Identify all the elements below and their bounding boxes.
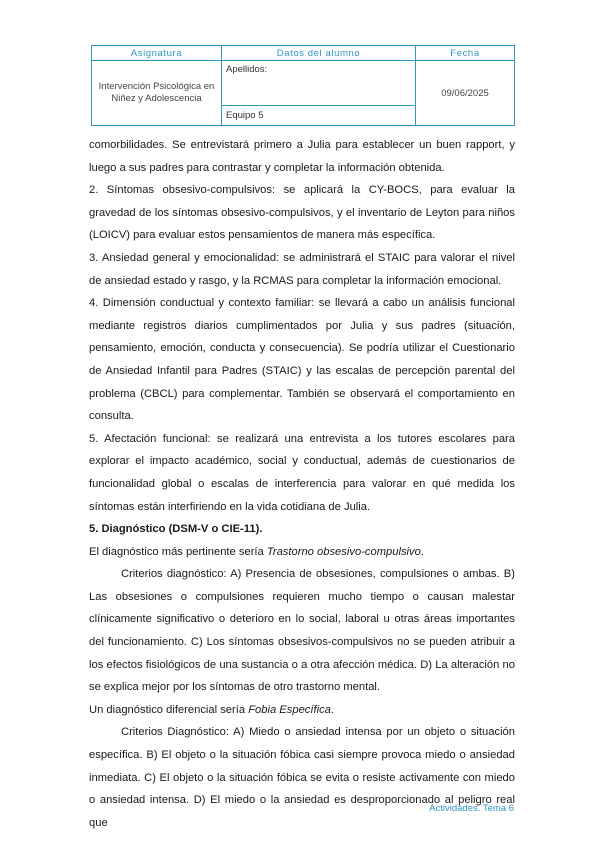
paragraph-diagnostico-diferencial [89, 699, 515, 722]
dx2-suffix: . [330, 703, 335, 716]
paragraph-ansiedad: 3. Ansiedad general y emocionalidad: se administrará el STAIC para valorar el nivel de ansiedad estado y rasgo, y la RCMAS para completar la información emocional. [89, 251, 515, 287]
date-value: 09/06/2025 [416, 61, 515, 126]
document-body [89, 134, 515, 834]
dx1-name: Trastorno obsesivo-compulsivo [266, 545, 421, 558]
subject-name: Intervención Psicológica en Niñez y Adolescencia [92, 61, 222, 126]
paragraph-funcional: 5. Afectación funcional: se realizará una entrevista a los tutores escolares para explorar el impacto académico, social y conductual, además de cuestionarios de funcionalidad global o escalas de interferencia para valorar en qué medida los síntomas están interfiriendo en la vida cotidiana de Julia. [89, 432, 515, 513]
dx2-prefix: Un diagnóstico diferencial sería [89, 703, 249, 716]
header-table [91, 45, 515, 126]
dx1-suffix: . [420, 545, 424, 558]
paragraph-criterios-fobia: Criterios Diagnóstico: A) Miedo o ansiedad intensa por un objeto o situación específica. B) El objeto o la situación fóbica casi siempre provoca miedo o ansiedad inmediata. C) El objeto o la situación fóbica se evita o resiste activamente con miedo o ansiedad intensa. D) El miedo o la ansiedad es desproporcionado al peligro real que [89, 726, 515, 829]
col-datos-alumno: Datos del alumno [222, 46, 416, 61]
apellidos-field: Apellidos: [222, 61, 416, 106]
dx1-prefix: El diagnóstico más pertinente sería [89, 545, 267, 558]
paragraph-conductual: 4. Dimensión conductual y contexto familiar: se llevará a cabo un análisis funcional mediante registros diarios cumplimentados por Julia y sus padres (situación, pensamiento, emoción, conducta y consecuencia). Se podría utilizar el Cuestionario de Ansiedad Infantil para Padres (STAIC) y las escalas de percepción parental del problema (CBCL) para complementar. También se observará el comportamiento en consulta. [89, 297, 515, 423]
section-title-diagnostico: 5. Diagnóstico (DSM-V o CIE-11). [89, 523, 263, 536]
paragraph-diagnostico-principal [89, 541, 515, 564]
equipo-field: Equipo 5 [222, 106, 416, 126]
header-row [92, 46, 515, 61]
paragraph-comorbilidades: comorbilidades. Se entrevistará primero a Julia para establecer un buen rapport, y luego a sus padres para contrastar y completar la información obtenida. [89, 139, 515, 174]
data-row [92, 61, 515, 106]
dx2-name: Fobia Específica [248, 703, 331, 716]
paragraph-criterios-toc: Criterios diagnóstico: A) Presencia de obsesiones, compulsiones o ambas. B) Las obsesiones o compulsiones requieren mucho tiempo o causan malestar clínicamente significativo o deterioro en lo social, laboral u otras áreas importantes del funcionamiento. C) Los síntomas obsesivos-compulsivos no se pueden atribuir a los efectos fisiológicos de una sustancia o a otra afección médica. D) La alteración no se explica mejor por los síntomas de otro trastorno mental. [89, 568, 515, 694]
page-footer: Actividades. Tema 6 [429, 803, 514, 814]
col-asignatura: Asignatura [92, 46, 222, 61]
paragraph-obsesivo-compulsivos: 2. Síntomas obsesivo-compulsivos: se aplicará la CY-BOCS, para evaluar la gravedad de los síntomas obsesivo-compulsivos, y el inventario de Leyton para niños (LOICV) para evaluar estos pensamientos de manera más específica. [89, 184, 515, 242]
col-fecha: Fecha [416, 46, 515, 61]
